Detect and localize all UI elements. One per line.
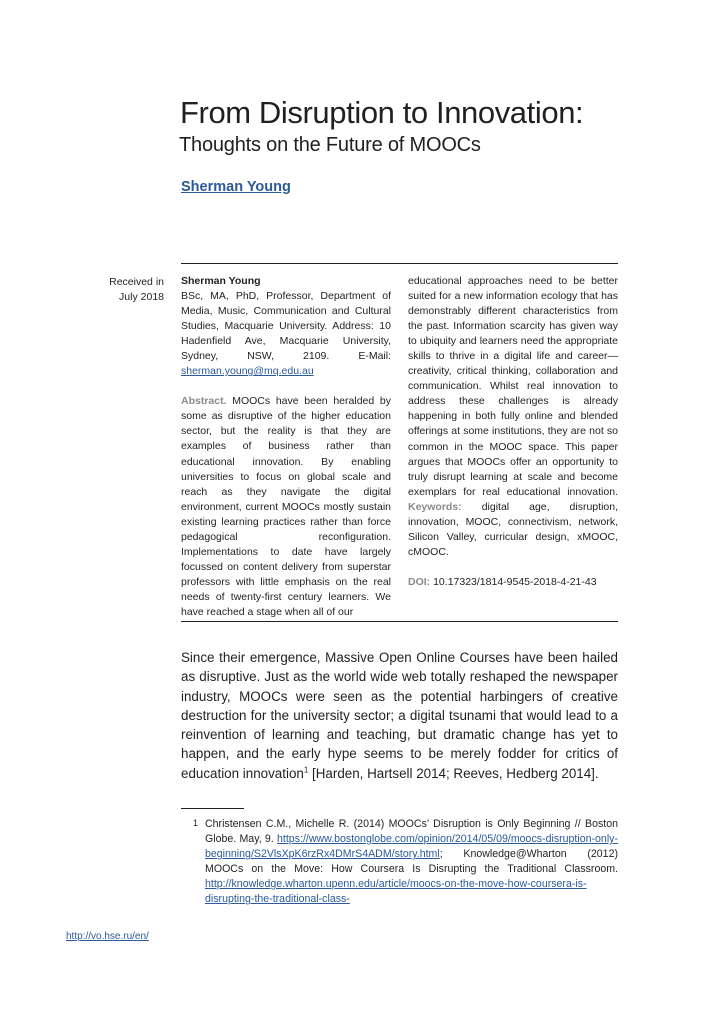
top-divider [181, 263, 618, 264]
footnote-text-2: ; Knowledge@Wharton (2012) MOOCs on the Move: How Coursera Is Disrupting the Traditional Classroom. [205, 848, 618, 876]
author-affiliation: BSc, MA, PhD, Professor, Department of Media, Music, Communication and Cultural Studies, Macquarie University. Address: 10 Hadenfield Ave, Macquarie University, Sydney, NSW, 2109. E-Mail: [181, 290, 391, 363]
keywords-label: Keywords: [408, 500, 462, 513]
received-label: Received in [109, 276, 164, 288]
doi-label: DOI: [408, 575, 431, 588]
footnote-link-bostonglobe[interactable]: https://www.bostonglobe.com/opinion/2014/05/09/moocs-disruption-only-beginning/S2VlsXpK6rzRx4DMrS4ADM/story.html [205, 833, 618, 861]
abstract-column-right [408, 274, 618, 590]
abstract-label: Abstract. [181, 395, 227, 408]
footnote-text-1: Christensen C.M., Michelle R. (2014) MOOCs’ Disruption is Only Beginning // Boston Globe. May, 9. [205, 818, 618, 846]
keywords-text: digital age, disruption, innovation, MOOC, connectivism, network, Silicon Valley, curricular design, xMOOC, cMOOC. [408, 500, 618, 558]
footnote-link-wharton[interactable]: http://knowledge.wharton.upenn.edu/article/moocs-on-the-move-how-coursera-is-disrupting-the-traditional-class- [205, 878, 587, 906]
body-text: Since their emergence, Massive Open Online Courses have been hailed as disruptive. Just as the world wide web totally reshaped the newspaper industry, MOOCs were seen as the potential harbingers of creative destruction for the university sector; a digital tsunami that would lead to a reinvention of learning and teaching, but dramatic change has yet to happen, and the early hype seems to be merely fodder for critics of education innovation [181, 650, 618, 781]
footnote-number: 1 [193, 818, 199, 828]
author-email-link[interactable]: sherman.young@mq.edu.au [181, 365, 314, 378]
footnote-divider [181, 808, 244, 809]
received-date [94, 275, 164, 305]
journal-url-link[interactable]: http://vo.hse.ru/en/ [66, 931, 149, 942]
author-link[interactable]: Sherman Young [181, 179, 291, 195]
abstract-text-part2: educational approaches need to be better suited for a new information ecology that has demonstrably different characteristics from the past. Information scarcity has given way to ubiquity and learners need the appropriate skills to thrive in a digital life and career—creativity, critical thinking, collaboration and communication. Whilst real innovation to address these challenges is already happening in both fully online and blended offerings at some institutions, they are not so common in the MOOC space. This paper argues that MOOCs offer an opportunity to truly disrupt learning at scale and become exemplars for real educational innovation. [408, 275, 618, 498]
footnote [205, 817, 618, 907]
article-subtitle: Thoughts on the Future of MOOCs [179, 134, 481, 156]
received-month: July 2018 [119, 291, 164, 303]
footnote-reference[interactable]: 1 [303, 765, 309, 775]
bottom-divider [181, 621, 618, 622]
body-citations: [Harden, Hartsell 2014; Reeves, Hedberg 2014]. [308, 765, 599, 781]
body-paragraph [181, 648, 618, 783]
abstract-text-part1: MOOCs have been heralded by some as disruptive of the higher education sector, but the reality is that they are examples of business rather than educational innovation. By enabling universities to focus on global scale and reach as they navigate the digital environment, current MOOCs mostly sustain existing learning practices rather than force pedagogical reconfiguration. Implementations to date have largely focussed on content delivery from superstar professors with little emphasis on the real needs of twenty-first century learners. We have reached a stage when all of our [181, 395, 391, 618]
doi-value: 10.17323/1814-9545-2018-4-21-43 [433, 575, 597, 588]
author-name: Sherman Young [181, 275, 261, 287]
abstract-column-left [181, 274, 391, 620]
article-title: From Disruption to Innovation: [180, 95, 584, 130]
